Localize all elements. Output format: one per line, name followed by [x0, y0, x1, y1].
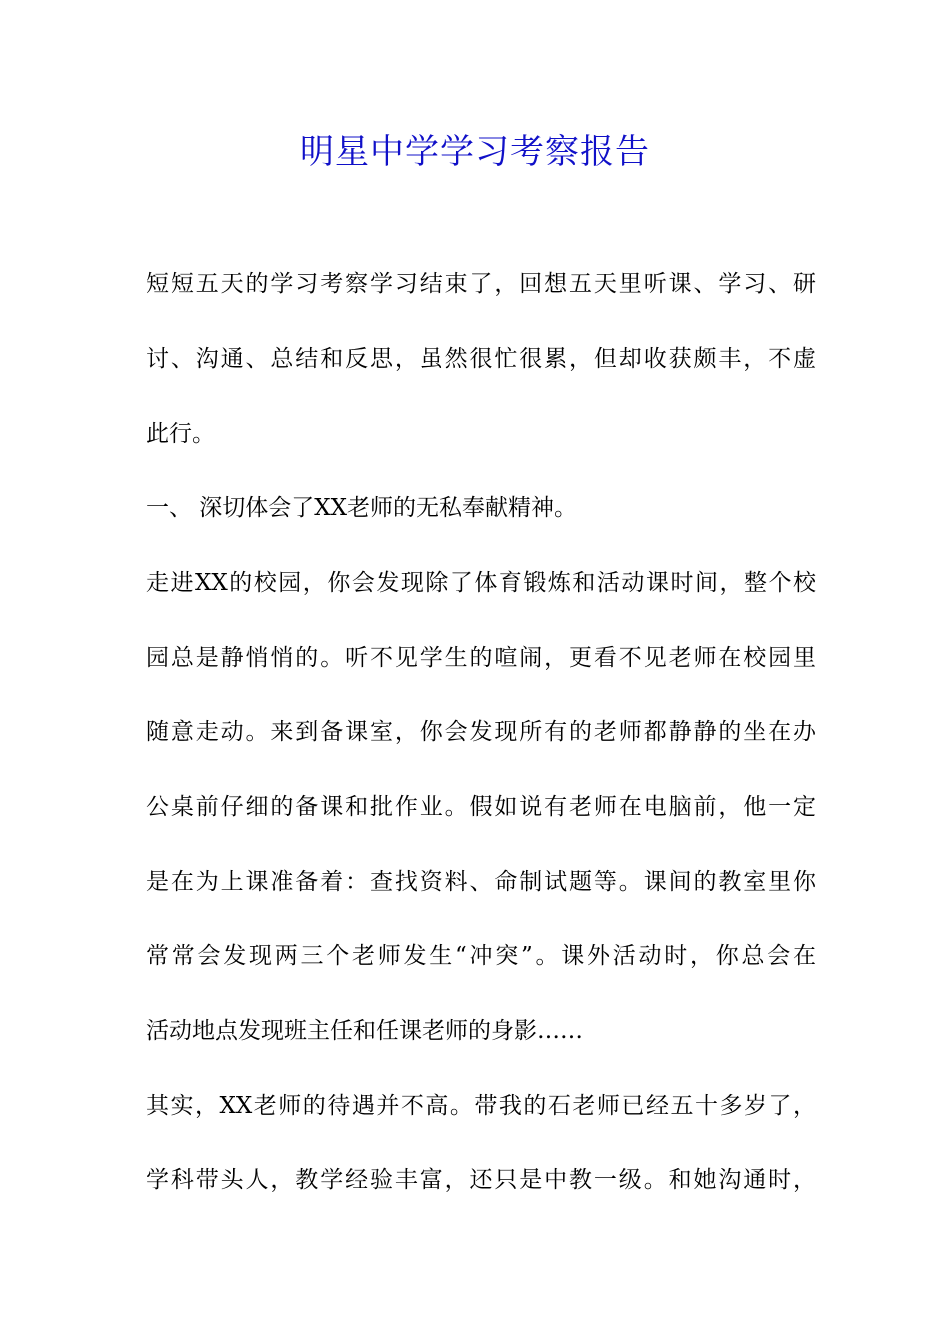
paragraph-2-line-2: 园总是静悄悄的。听不见学生的喧闹，更看不见老师在校园里: [146, 645, 816, 671]
paragraph-2-line-6: 常常会发现两三个老师发生“冲突”。课外活动时，你总会在: [146, 943, 816, 969]
paragraph-2-line-5: 是在为上课准备着：查找资料、命制试题等。课间的教室里你: [146, 869, 816, 895]
paragraph-1-line-1: 短短五天的学习考察学习结束了，回想五天里听课、学习、研: [146, 271, 816, 297]
paragraph-1-line-2: 讨、沟通、总结和反思，虽然很忙很累，但却收获颇丰，不虚: [146, 346, 816, 372]
section-heading-1: 一、 深切体会了XX老师的无私奉献精神。: [146, 495, 578, 521]
paragraph-2-line-7: 活动地点发现班主任和任课老师的身影……: [146, 1018, 583, 1044]
paragraph-2-line-1: 走进XX的校园，你会发现除了体育锻炼和活动课时间，整个校: [146, 570, 816, 596]
paragraph-1-line-3: 此行。: [146, 421, 215, 447]
paragraph-2-line-3: 随意走动。来到备课室，你会发现所有的老师都静静的坐在办: [146, 719, 816, 745]
paragraph-3-line-1: 其实，XX老师的待遇并不高。带我的石老师已经五十多岁了，: [146, 1093, 816, 1119]
document-title: 明星中学学习考察报告: [300, 132, 650, 172]
paragraph-2-line-4: 公桌前仔细的备课和批作业。假如说有老师在电脑前，他一定: [146, 794, 816, 820]
paragraph-3-line-2: 学科带头人，教学经验丰富，还只是中教一级。和她沟通时，: [146, 1167, 816, 1193]
